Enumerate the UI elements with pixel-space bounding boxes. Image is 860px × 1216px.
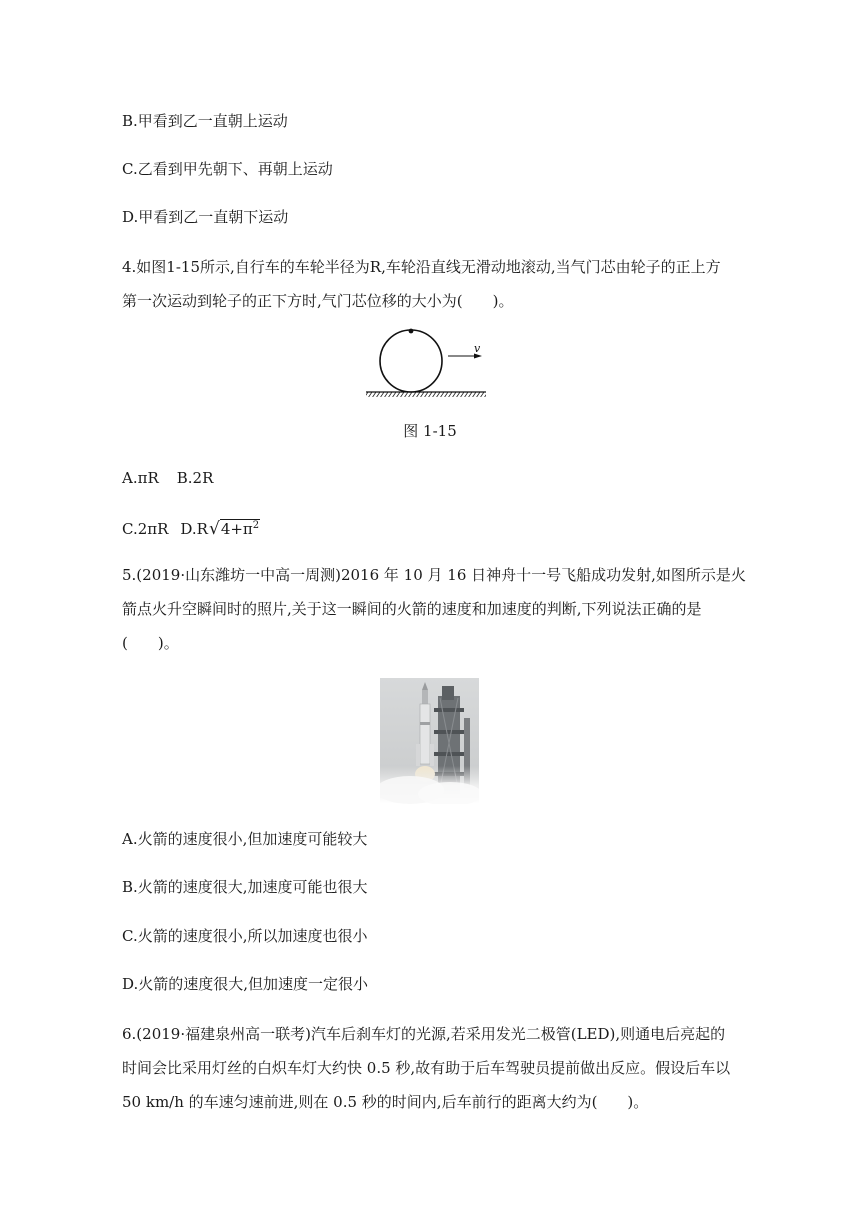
q4-option-b: B.2R <box>176 469 214 487</box>
velocity-label: v <box>474 342 481 355</box>
q4-option-d <box>180 520 260 538</box>
radicand-exponent: 2 <box>252 520 260 531</box>
sqrt-sign: √ <box>208 519 220 539</box>
sqrt-radicand <box>220 519 260 538</box>
rocket-launch-photo <box>380 678 479 804</box>
q5-option-d: D.火箭的速度很大,但加速度一定很小 <box>122 975 369 993</box>
q4-options-row-1 <box>122 468 213 488</box>
q4-option-a: A.πR <box>122 469 159 487</box>
q4-options-row-2 <box>122 516 260 539</box>
q5-option-a: A.火箭的速度很小,但加速度可能较大 <box>122 830 368 848</box>
q3-option-c: C.乙看到甲先朝下、再朝上运动 <box>122 160 333 178</box>
q6-stem-line-2: 时间会比采用灯丝的白炽车灯大约快 0.5 秒,故有助于后车驾驶员提前做出反应。假设后车以 <box>122 1059 731 1077</box>
q4-option-d-prefix: D.R <box>180 520 208 538</box>
q4-stem-line-2: 第一次运动到轮子的正下方时,气门芯位移的大小为( )。 <box>122 292 514 310</box>
figure-caption-1-15: 图 1-15 <box>403 422 457 440</box>
radicand-text: 4+π <box>220 520 253 538</box>
valve-dot <box>409 329 414 334</box>
q4-option-c: C.2πR <box>122 520 169 538</box>
q5-option-c: C.火箭的速度很小,所以加速度也很小 <box>122 927 368 945</box>
wheel-circle <box>380 330 442 392</box>
q4-stem-line-1: 4.如图1-15所示,自行车的车轮半径为R,车轮沿直线无滑动地滚动,当气门芯由轮子的正上方 <box>122 258 721 276</box>
q3-option-d: D.甲看到乙一直朝下运动 <box>122 208 289 226</box>
q5-stem-line-1: 5.(2019·山东潍坊一中高一周测)2016 年 10 月 16 日神舟十一号飞船成功发射,如图所示是火 <box>122 566 746 584</box>
q5-stem-line-2: 箭点火升空瞬间时的照片,关于这一瞬间的火箭的速度和加速度的判断,下列说法正确的是 <box>122 600 702 618</box>
q6-stem-line-1: 6.(2019·福建泉州高一联考)汽车后刹车灯的光源,若采用发光二极管(LED),则通电后亮起的 <box>122 1025 726 1043</box>
q3-option-b: B.甲看到乙一直朝上运动 <box>122 112 288 130</box>
q5-stem-line-3: ( )。 <box>122 634 179 652</box>
q6-stem-line-3: 50 km/h 的车速匀速前进,则在 0.5 秒的时间内,后车前行的距离大约为( )。 <box>122 1093 649 1111</box>
rolling-wheel-figure <box>360 326 500 398</box>
q5-option-b: B.火箭的速度很大,加速度可能也很大 <box>122 878 368 896</box>
ground-hatch <box>366 392 486 397</box>
